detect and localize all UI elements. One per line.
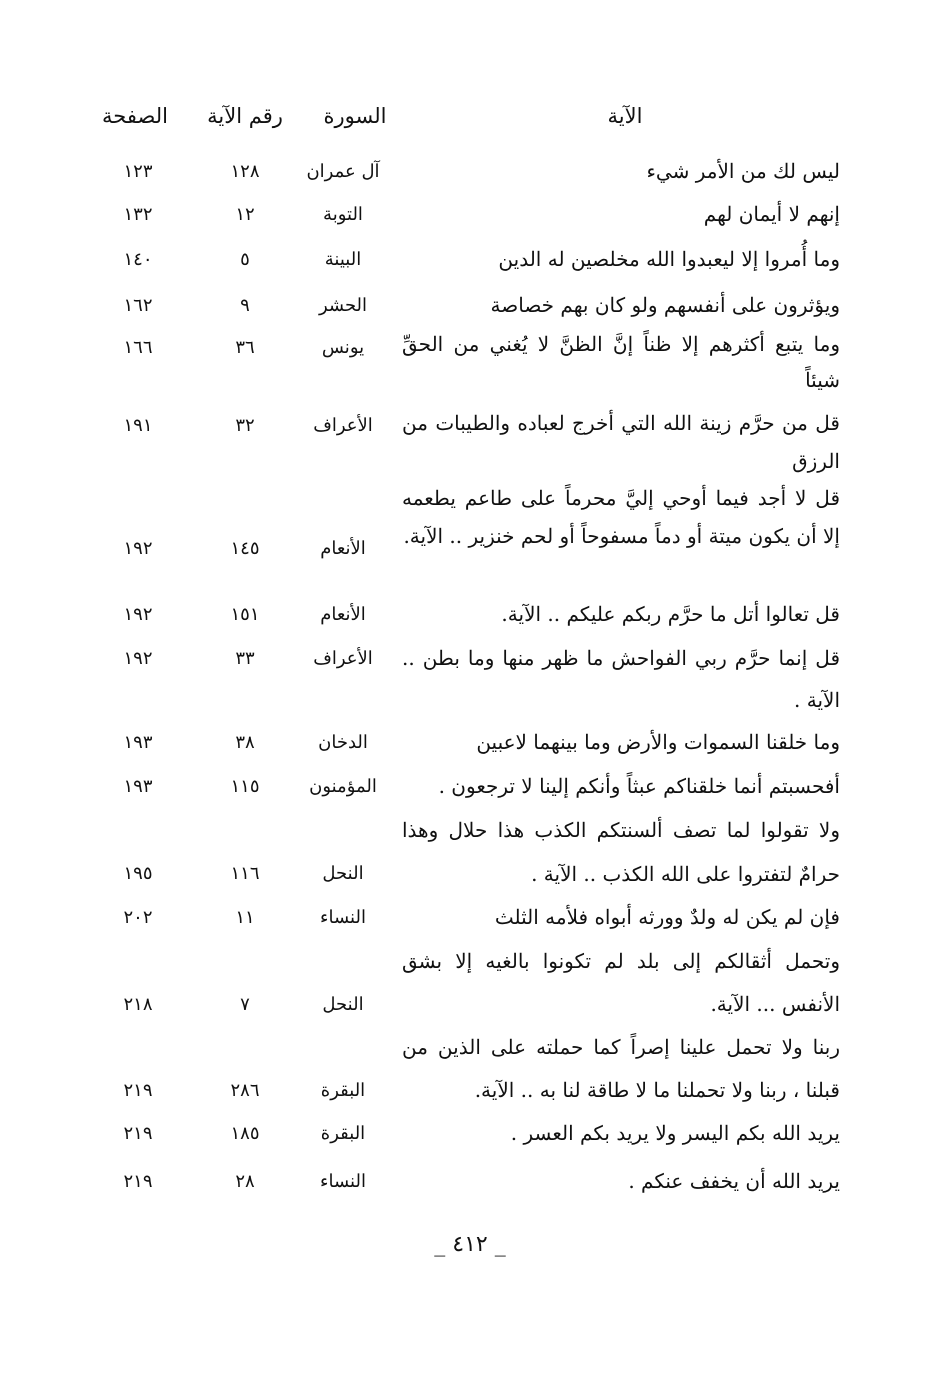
page-ref: ١٩٥ xyxy=(123,863,153,884)
page-number-text: _ ٤١٢ _ xyxy=(434,1232,506,1257)
table-row xyxy=(0,150,940,193)
surah-name: آل عمران xyxy=(306,161,380,182)
table-row xyxy=(0,193,940,238)
header-ayah: الآية xyxy=(607,104,643,128)
page-ref: ١٢٣ xyxy=(123,161,153,182)
table-header xyxy=(0,104,940,144)
table-row xyxy=(0,326,940,404)
surah-name: النساء xyxy=(320,907,366,928)
ayah-number: ٥ xyxy=(240,249,250,270)
table-row xyxy=(0,808,940,896)
table-row xyxy=(0,593,940,637)
ayah-text: إنهم لا أيمان لهم xyxy=(703,202,840,226)
page-ref: ٢١٩ xyxy=(123,1080,153,1101)
page-ref: ٢١٨ xyxy=(123,994,153,1015)
page-ref: ١٩١ xyxy=(123,415,153,436)
ayah-number: ٩ xyxy=(240,295,250,316)
header-surah: السورة xyxy=(323,104,387,128)
ayah-text: يريد الله بكم اليسر ولا يريد بكم العسر . xyxy=(510,1121,840,1145)
surah-name: المؤمنون xyxy=(309,776,377,797)
surah-name: الحشر xyxy=(318,295,368,316)
ayah-number: ٣٢ xyxy=(235,415,255,436)
ayah-number: ١٢ xyxy=(235,204,255,225)
ayah-number: ٧ xyxy=(240,994,250,1015)
table-row xyxy=(0,940,940,1026)
surah-name: الدخان xyxy=(318,732,368,753)
page-ref: ١٩٢ xyxy=(123,648,153,669)
ayah-text: وما خلقنا السموات والأرض وما بينهما لاعبين xyxy=(476,730,840,754)
table-row xyxy=(0,1026,940,1112)
surah-name: الأعراف xyxy=(313,648,373,669)
ayah-number: ٣٨ xyxy=(235,732,255,753)
page-ref: ٢١٩ xyxy=(123,1123,153,1144)
page-ref: ١٩٢ xyxy=(123,604,153,625)
page-ref: ١٣٢ xyxy=(123,204,153,225)
ayah-text: ليس لك من الأمر شيء xyxy=(646,159,840,183)
ayah-number: ٢٨٦ xyxy=(230,1080,260,1101)
ayah-text: أفحسبتم أنما خلقناكم عبثاً وأنكم إلينا لا ترجعون . xyxy=(438,774,840,798)
surah-name: الأنعام xyxy=(320,538,366,559)
ayah-number: ١١٥ xyxy=(230,776,260,797)
ayah-text: وتحمل أثقالكم إلى بلد لم تكونوا بالغيه إلا بشق الأنفس ... الآية. xyxy=(402,949,840,1016)
table-row xyxy=(0,765,940,808)
surah-name: النساء xyxy=(320,1171,366,1192)
ayah-number: ١٨٥ xyxy=(230,1123,260,1144)
table-row xyxy=(0,479,940,593)
surah-name: البينة xyxy=(324,249,362,270)
ayah-text: وما يتبع أكثرهم إلا ظناً إنَّ الظنَّ لا يُغني من الحقِّ شيئاً xyxy=(402,332,840,392)
page-ref: ١٩٢ xyxy=(123,538,153,559)
surah-name: الأعراف xyxy=(313,415,373,436)
page-ref: ١٩٣ xyxy=(123,776,153,797)
ayah-number: ١٤٥ xyxy=(230,538,260,559)
ayah-number: ١١٦ xyxy=(230,863,260,884)
table-row xyxy=(0,637,940,721)
surah-name: البقرة xyxy=(320,1080,366,1101)
header-page: الصفحة xyxy=(102,104,168,128)
ayah-text: قل لا أجد فيما أوحي إليَّ محرماً على طاعم يطعمه إلا أن يكون ميتة أو دماً مسفوحاً أو لحم خنزير .. الآية. xyxy=(402,486,840,548)
page-ref: ١٦٢ xyxy=(123,295,153,316)
ayah-text: قل تعالوا أتل ما حرَّم ربكم عليكم .. الآية. xyxy=(501,602,840,626)
table-row xyxy=(0,1112,940,1160)
table-row xyxy=(0,1160,940,1204)
header-ayah-number: رقم الآية xyxy=(207,104,283,128)
ayah-text: ولا تقولوا لما تصف ألسنتكم الكذب هذا حلال وهذا حرامٌ لتفتروا على الله الكذب .. الآية . xyxy=(402,818,840,886)
ayah-number: ٢٨ xyxy=(235,1171,255,1192)
ayah-number: ٣٣ xyxy=(235,648,255,669)
table-row xyxy=(0,284,940,326)
page-ref: ١٦٦ xyxy=(123,337,153,358)
table-row xyxy=(0,404,940,479)
page-ref: ١٩٣ xyxy=(123,732,153,753)
ayah-number: ١١ xyxy=(235,907,255,928)
table-row xyxy=(0,238,940,284)
surah-name: النحل xyxy=(322,994,364,1015)
surah-name: التوبة xyxy=(323,204,363,225)
ayah-text: فإن لم يكن له ولدٌ وورثه أبواه فلأمه الثلث xyxy=(494,905,840,929)
surah-name: الأنعام xyxy=(320,604,366,625)
surah-name: يونس xyxy=(321,337,365,358)
ayah-number: ١٥١ xyxy=(230,604,260,625)
page-ref: ٢٠٢ xyxy=(123,907,153,928)
page-ref: ١٤٠ xyxy=(123,249,153,270)
surah-name: البقرة xyxy=(320,1123,366,1144)
ayah-number: ٣٦ xyxy=(235,337,255,358)
surah-name: النحل xyxy=(322,863,364,884)
ayah-text: ربنا ولا تحمل علينا إصراً كما حملته على الذين من قبلنا ، ربنا ولا تحملنا ما لا طاقة لنا به .. الآية. xyxy=(402,1035,840,1102)
ayah-text: وما أُمروا إلا ليعبدوا الله مخلصين له الدين xyxy=(498,247,840,271)
index-table xyxy=(0,150,940,1204)
page-ref: ٢١٩ xyxy=(123,1171,153,1192)
ayah-text: قل من حرَّم زينة الله التي أخرج لعباده والطيبات من الرزق xyxy=(402,411,840,473)
ayah-text: قل إنما حرَّم ربي الفواحش ما ظهر منها وما بطن .. الآية . xyxy=(402,646,840,712)
table-row xyxy=(0,896,940,940)
ayah-number: ١٢٨ xyxy=(230,161,260,182)
page-number xyxy=(0,1232,940,1257)
ayah-text: يريد الله أن يخفف عنكم . xyxy=(628,1169,840,1193)
table-row xyxy=(0,721,940,765)
ayah-text: ويؤثرون على أنفسهم ولو كان بهم خصاصة xyxy=(490,293,840,317)
